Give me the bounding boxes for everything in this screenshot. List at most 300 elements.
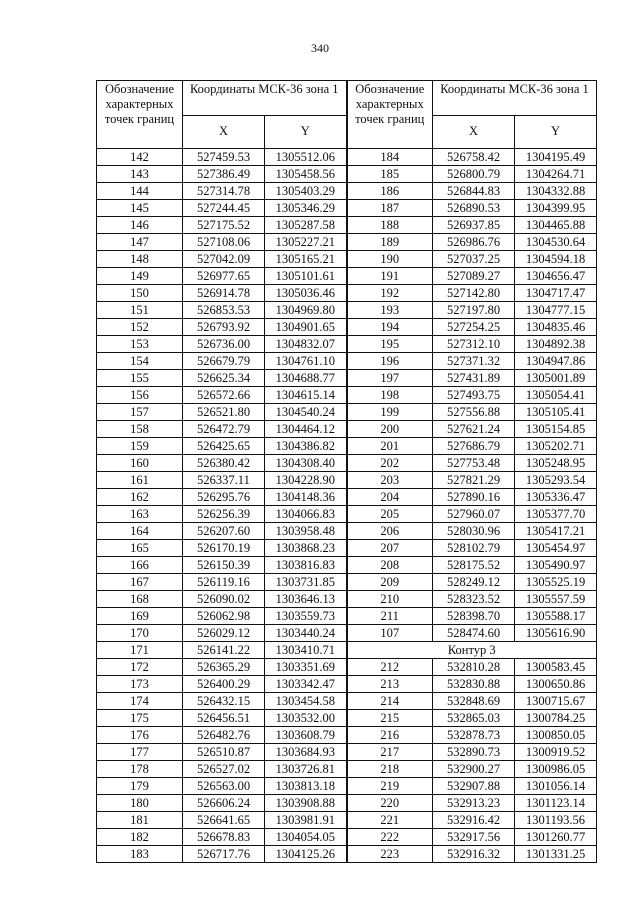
x-coord-cell: 527371.32	[433, 353, 515, 370]
y-coord-cell: 1304892.38	[515, 336, 597, 353]
x-coord-cell: 526256.39	[183, 506, 265, 523]
x-coord-cell: 526977.65	[183, 268, 265, 285]
y-coord-cell: 1305557.59	[515, 591, 597, 608]
point-id-cell: 192	[347, 285, 433, 302]
y-coord-cell: 1300650.86	[515, 676, 597, 693]
point-id-cell: 208	[347, 557, 433, 574]
point-id-cell: 179	[97, 778, 183, 795]
point-id-cell: 167	[97, 574, 183, 591]
coords-group-header-right: Координаты МСК-36 зона 1	[433, 81, 597, 116]
x-coord-cell: 527686.79	[433, 438, 515, 455]
x-coord-cell: 532878.73	[433, 727, 515, 744]
point-id-cell: 198	[347, 387, 433, 404]
y-coord-cell: 1304308.40	[265, 455, 347, 472]
x-coord-cell: 527621.24	[433, 421, 515, 438]
point-id-cell: 211	[347, 608, 433, 625]
point-id-cell: 223	[347, 846, 433, 863]
y-coord-cell: 1303813.18	[265, 778, 347, 795]
x-coord-cell: 532830.88	[433, 676, 515, 693]
y-coord-cell: 1300583.45	[515, 659, 597, 676]
y-coord-cell: 1305001.89	[515, 370, 597, 387]
point-id-cell: 166	[97, 557, 183, 574]
x-coord-cell: 526380.42	[183, 455, 265, 472]
y-coord-cell: 1304228.90	[265, 472, 347, 489]
x-coord-cell: 532810.28	[433, 659, 515, 676]
table-row	[97, 506, 597, 523]
x-coord-cell: 526432.15	[183, 693, 265, 710]
point-id-cell: 195	[347, 336, 433, 353]
table-row	[97, 387, 597, 404]
x-coord-cell: 526207.60	[183, 523, 265, 540]
x-coord-cell: 528030.96	[433, 523, 515, 540]
x-coord-cell: 526641.65	[183, 812, 265, 829]
point-id-cell: 214	[347, 693, 433, 710]
y-coord-cell: 1304777.15	[515, 302, 597, 319]
point-id-cell: 215	[347, 710, 433, 727]
table-row	[97, 489, 597, 506]
point-id-cell: 181	[97, 812, 183, 829]
x-coord-cell: 532848.69	[433, 693, 515, 710]
x-coord-cell: 526914.78	[183, 285, 265, 302]
point-id-cell: 158	[97, 421, 183, 438]
point-id-cell: 156	[97, 387, 183, 404]
point-id-cell: 191	[347, 268, 433, 285]
x-coord-cell: 532916.42	[433, 812, 515, 829]
x-coord-cell: 527431.89	[433, 370, 515, 387]
y-coord-cell: 1305512.06	[265, 149, 347, 166]
y-coord-cell: 1303608.79	[265, 727, 347, 744]
point-id-cell: 171	[97, 642, 183, 659]
x-coord-cell: 526527.02	[183, 761, 265, 778]
point-id-cell: 165	[97, 540, 183, 557]
y-coord-cell: 1305054.41	[515, 387, 597, 404]
y-coord-cell: 1304465.88	[515, 217, 597, 234]
point-id-cell: 213	[347, 676, 433, 693]
y-coord-cell: 1305165.21	[265, 251, 347, 268]
point-id-cell: 157	[97, 404, 183, 421]
y-coord-cell: 1304761.10	[265, 353, 347, 370]
point-id-cell: 175	[97, 710, 183, 727]
x-coord-cell: 526717.76	[183, 846, 265, 863]
y-coord-cell: 1305287.58	[265, 217, 347, 234]
y-coord-cell: 1305154.85	[515, 421, 597, 438]
x-coord-cell: 526986.76	[433, 234, 515, 251]
table-row	[97, 693, 597, 710]
y-coord-cell: 1303731.85	[265, 574, 347, 591]
point-id-cell: 152	[97, 319, 183, 336]
page-number: 340	[311, 41, 329, 55]
y-coord-cell: 1304835.46	[515, 319, 597, 336]
point-id-cell: 220	[347, 795, 433, 812]
table-row	[97, 540, 597, 557]
table-row	[97, 166, 597, 183]
point-id-cell: 178	[97, 761, 183, 778]
x-coord-cell: 526800.79	[433, 166, 515, 183]
y-coord-cell: 1304947.86	[515, 353, 597, 370]
coordinates-table	[96, 80, 597, 863]
point-id-cell: 186	[347, 183, 433, 200]
y-coord-cell: 1300784.25	[515, 710, 597, 727]
point-id-cell: 174	[97, 693, 183, 710]
y-coord-cell: 1301331.25	[515, 846, 597, 863]
point-id-cell: 143	[97, 166, 183, 183]
x-coord-cell: 526606.24	[183, 795, 265, 812]
point-id-cell: 222	[347, 829, 433, 846]
x-coord-cell: 526853.53	[183, 302, 265, 319]
y-coord-cell: 1304615.14	[265, 387, 347, 404]
point-id-cell: 189	[347, 234, 433, 251]
x-coord-cell: 526758.42	[433, 149, 515, 166]
point-id-cell: 176	[97, 727, 183, 744]
point-id-cell: 159	[97, 438, 183, 455]
x-coord-cell: 526090.02	[183, 591, 265, 608]
y-coord-cell: 1303342.47	[265, 676, 347, 693]
y-coord-cell: 1304148.36	[265, 489, 347, 506]
point-id-cell: 177	[97, 744, 183, 761]
x-coord-cell: 532900.27	[433, 761, 515, 778]
y-coord-cell: 1304594.18	[515, 251, 597, 268]
x-coord-cell: 527254.25	[433, 319, 515, 336]
x-coord-cell: 526337.11	[183, 472, 265, 489]
table-row	[97, 319, 597, 336]
point-id-cell: 151	[97, 302, 183, 319]
x-coord-cell: 532916.32	[433, 846, 515, 863]
y-coord-cell: 1305490.97	[515, 557, 597, 574]
y-coord-cell: 1301123.14	[515, 795, 597, 812]
x-coord-cell: 526400.29	[183, 676, 265, 693]
y-coord-cell: 1305616.90	[515, 625, 597, 642]
y-coord-cell: 1301260.77	[515, 829, 597, 846]
x-coord-cell: 526625.34	[183, 370, 265, 387]
y-coord-cell: 1305293.54	[515, 472, 597, 489]
x-coord-cell: 526062.98	[183, 608, 265, 625]
point-id-cell: 185	[347, 166, 433, 183]
x-coord-cell: 527197.80	[433, 302, 515, 319]
y-coord-cell: 1304969.80	[265, 302, 347, 319]
x-coord-cell: 526456.51	[183, 710, 265, 727]
x-coord-cell: 526119.16	[183, 574, 265, 591]
table-row	[97, 778, 597, 795]
x-coord-cell: 527314.78	[183, 183, 265, 200]
point-id-cell: 162	[97, 489, 183, 506]
y-coord-cell: 1303351.69	[265, 659, 347, 676]
table-row	[97, 761, 597, 778]
x-coord-cell: 528175.52	[433, 557, 515, 574]
point-id-cell: 199	[347, 404, 433, 421]
table-row	[97, 438, 597, 455]
table-row	[97, 353, 597, 370]
y-coord-cell: 1304386.82	[265, 438, 347, 455]
table-row	[97, 370, 597, 387]
point-id-cell: 202	[347, 455, 433, 472]
x-coord-cell: 526844.83	[433, 183, 515, 200]
x-coord-cell: 527037.25	[433, 251, 515, 268]
point-id-cell: 187	[347, 200, 433, 217]
point-id-cell: 142	[97, 149, 183, 166]
point-id-cell: 173	[97, 676, 183, 693]
x-coord-cell: 527089.27	[433, 268, 515, 285]
y-coord-cell: 1304264.71	[515, 166, 597, 183]
table-row	[97, 234, 597, 251]
y-coord-cell: 1304656.47	[515, 268, 597, 285]
point-id-cell: 107	[347, 625, 433, 642]
table-row	[97, 183, 597, 200]
table-row	[97, 421, 597, 438]
table-row	[97, 251, 597, 268]
point-id-cell: 210	[347, 591, 433, 608]
table-row	[97, 676, 597, 693]
table-row	[97, 812, 597, 829]
x-coord-cell: 526295.76	[183, 489, 265, 506]
table-row	[97, 217, 597, 234]
table-row	[97, 149, 597, 166]
table-row	[97, 200, 597, 217]
x-coord-cell: 526425.65	[183, 438, 265, 455]
table-row	[97, 285, 597, 302]
x-coord-cell: 526563.00	[183, 778, 265, 795]
x-coord-cell: 526150.39	[183, 557, 265, 574]
y-coord-cell: 1301056.14	[515, 778, 597, 795]
y-coord-cell: 1305454.97	[515, 540, 597, 557]
y-coord-cell: 1305346.29	[265, 200, 347, 217]
x-coord-cell: 526482.76	[183, 727, 265, 744]
y-coord-cell: 1304399.95	[515, 200, 597, 217]
point-id-cell: 148	[97, 251, 183, 268]
x-coord-cell: 527821.29	[433, 472, 515, 489]
y-coord-cell: 1304054.05	[265, 829, 347, 846]
point-id-cell: 146	[97, 217, 183, 234]
x-coord-cell: 526141.22	[183, 642, 265, 659]
y-coord-cell: 1305105.41	[515, 404, 597, 421]
y-coord-cell: 1303684.93	[265, 744, 347, 761]
x-coord-cell: 526678.83	[183, 829, 265, 846]
x-coord-cell: 527108.06	[183, 234, 265, 251]
y-coord-cell: 1305227.21	[265, 234, 347, 251]
x-header-right: X	[433, 115, 515, 149]
x-coord-cell: 527175.52	[183, 217, 265, 234]
table-row	[97, 574, 597, 591]
table-row	[97, 268, 597, 285]
point-id-cell: 190	[347, 251, 433, 268]
y-coord-cell: 1301193.56	[515, 812, 597, 829]
y-coord-cell: 1303559.73	[265, 608, 347, 625]
y-header-left: Y	[265, 115, 347, 149]
x-coord-cell: 528398.70	[433, 608, 515, 625]
point-id-cell: 164	[97, 523, 183, 540]
x-coord-cell: 526472.79	[183, 421, 265, 438]
table-row	[97, 608, 597, 625]
point-id-cell: 168	[97, 591, 183, 608]
coords-group-header-left: Координаты МСК-36 зона 1	[183, 81, 347, 116]
y-coord-cell: 1305458.56	[265, 166, 347, 183]
section-title-cell: Контур 3	[347, 642, 597, 659]
point-id-cell: 182	[97, 829, 183, 846]
x-coord-cell: 526521.80	[183, 404, 265, 421]
y-coord-cell: 1304125.26	[265, 846, 347, 863]
table-row	[97, 829, 597, 846]
x-coord-cell: 532917.56	[433, 829, 515, 846]
x-coord-cell: 526937.85	[433, 217, 515, 234]
x-coord-cell: 526793.92	[183, 319, 265, 336]
x-coord-cell: 526679.79	[183, 353, 265, 370]
x-coord-cell: 527244.45	[183, 200, 265, 217]
y-header-right: Y	[515, 115, 597, 149]
point-id-cell: 160	[97, 455, 183, 472]
table-row	[97, 795, 597, 812]
x-coord-cell: 532907.88	[433, 778, 515, 795]
point-id-cell: 216	[347, 727, 433, 744]
point-id-cell: 209	[347, 574, 433, 591]
table-row	[97, 659, 597, 676]
table-header	[97, 81, 597, 149]
table-row	[97, 710, 597, 727]
y-coord-cell: 1305101.61	[265, 268, 347, 285]
x-header-left: X	[183, 115, 265, 149]
y-coord-cell: 1304066.83	[265, 506, 347, 523]
point-id-cell: 219	[347, 778, 433, 795]
x-coord-cell: 526365.29	[183, 659, 265, 676]
x-coord-cell: 526890.53	[433, 200, 515, 217]
x-coord-cell: 527493.75	[433, 387, 515, 404]
x-coord-cell: 527386.49	[183, 166, 265, 183]
y-coord-cell: 1304717.47	[515, 285, 597, 302]
y-coord-cell: 1305403.29	[265, 183, 347, 200]
point-id-cell: 193	[347, 302, 433, 319]
point-id-cell: 200	[347, 421, 433, 438]
table-body	[97, 149, 597, 863]
y-coord-cell: 1303958.48	[265, 523, 347, 540]
y-coord-cell: 1303816.83	[265, 557, 347, 574]
y-coord-cell: 1303908.88	[265, 795, 347, 812]
y-coord-cell: 1304832.07	[265, 336, 347, 353]
point-id-cell: 161	[97, 472, 183, 489]
y-coord-cell: 1304530.64	[515, 234, 597, 251]
point-id-cell: 206	[347, 523, 433, 540]
y-coord-cell: 1304464.12	[265, 421, 347, 438]
x-coord-cell: 527459.53	[183, 149, 265, 166]
x-coord-cell: 527960.07	[433, 506, 515, 523]
point-id-cell: 150	[97, 285, 183, 302]
point-id-cell: 205	[347, 506, 433, 523]
point-id-cell: 172	[97, 659, 183, 676]
point-id-cell: 207	[347, 540, 433, 557]
table-row	[97, 727, 597, 744]
y-coord-cell: 1305248.95	[515, 455, 597, 472]
x-coord-cell: 532865.03	[433, 710, 515, 727]
y-coord-cell: 1305525.19	[515, 574, 597, 591]
x-coord-cell: 527753.48	[433, 455, 515, 472]
table-row	[97, 846, 597, 863]
table-row	[97, 455, 597, 472]
y-coord-cell: 1303454.58	[265, 693, 347, 710]
table-row	[97, 302, 597, 319]
y-coord-cell: 1300986.05	[515, 761, 597, 778]
x-coord-cell: 532890.73	[433, 744, 515, 761]
table-row	[97, 472, 597, 489]
table-row	[97, 744, 597, 761]
x-coord-cell: 527042.09	[183, 251, 265, 268]
y-coord-cell: 1304195.49	[515, 149, 597, 166]
y-coord-cell: 1303410.71	[265, 642, 347, 659]
point-id-cell: 212	[347, 659, 433, 676]
point-id-cell: 201	[347, 438, 433, 455]
point-id-cell: 197	[347, 370, 433, 387]
point-label-header-left: Обозначение характерных точек границ	[97, 81, 183, 149]
x-coord-cell: 528102.79	[433, 540, 515, 557]
y-coord-cell: 1305336.47	[515, 489, 597, 506]
y-coord-cell: 1300715.67	[515, 693, 597, 710]
y-coord-cell: 1303726.81	[265, 761, 347, 778]
table-row	[97, 336, 597, 353]
x-coord-cell: 532913.23	[433, 795, 515, 812]
table-row	[97, 642, 597, 659]
y-coord-cell: 1305202.71	[515, 438, 597, 455]
x-coord-cell: 526736.00	[183, 336, 265, 353]
table-row	[97, 557, 597, 574]
y-coord-cell: 1305588.17	[515, 608, 597, 625]
x-coord-cell: 527142.80	[433, 285, 515, 302]
x-coord-cell: 526170.19	[183, 540, 265, 557]
point-id-cell: 154	[97, 353, 183, 370]
y-coord-cell: 1304901.65	[265, 319, 347, 336]
point-id-cell: 204	[347, 489, 433, 506]
point-id-cell: 147	[97, 234, 183, 251]
y-coord-cell: 1303532.00	[265, 710, 347, 727]
y-coord-cell: 1300850.05	[515, 727, 597, 744]
point-id-cell: 155	[97, 370, 183, 387]
table-row	[97, 404, 597, 421]
y-coord-cell: 1305377.70	[515, 506, 597, 523]
x-coord-cell: 526572.66	[183, 387, 265, 404]
point-id-cell: 149	[97, 268, 183, 285]
table-row	[97, 591, 597, 608]
point-id-cell: 218	[347, 761, 433, 778]
x-coord-cell: 528474.60	[433, 625, 515, 642]
y-coord-cell: 1303440.24	[265, 625, 347, 642]
table-row	[97, 523, 597, 540]
point-id-cell: 180	[97, 795, 183, 812]
y-coord-cell: 1303868.23	[265, 540, 347, 557]
point-id-cell: 170	[97, 625, 183, 642]
x-coord-cell: 526029.12	[183, 625, 265, 642]
y-coord-cell: 1303981.91	[265, 812, 347, 829]
point-id-cell: 163	[97, 506, 183, 523]
point-id-cell: 169	[97, 608, 183, 625]
x-coord-cell: 526510.87	[183, 744, 265, 761]
x-coord-cell: 527556.88	[433, 404, 515, 421]
point-id-cell: 217	[347, 744, 433, 761]
point-id-cell: 221	[347, 812, 433, 829]
y-coord-cell: 1303646.13	[265, 591, 347, 608]
x-coord-cell: 528323.52	[433, 591, 515, 608]
point-id-cell: 184	[347, 149, 433, 166]
x-coord-cell: 528249.12	[433, 574, 515, 591]
y-coord-cell: 1305417.21	[515, 523, 597, 540]
point-id-cell: 145	[97, 200, 183, 217]
y-coord-cell: 1304332.88	[515, 183, 597, 200]
y-coord-cell: 1300919.52	[515, 744, 597, 761]
y-coord-cell: 1305036.46	[265, 285, 347, 302]
point-id-cell: 153	[97, 336, 183, 353]
y-coord-cell: 1304688.77	[265, 370, 347, 387]
point-label-header-right: Обозначение характерных точек границ	[347, 81, 433, 149]
point-id-cell: 144	[97, 183, 183, 200]
point-id-cell: 203	[347, 472, 433, 489]
table-row	[97, 625, 597, 642]
point-id-cell: 194	[347, 319, 433, 336]
point-id-cell: 188	[347, 217, 433, 234]
point-id-cell: 183	[97, 846, 183, 863]
